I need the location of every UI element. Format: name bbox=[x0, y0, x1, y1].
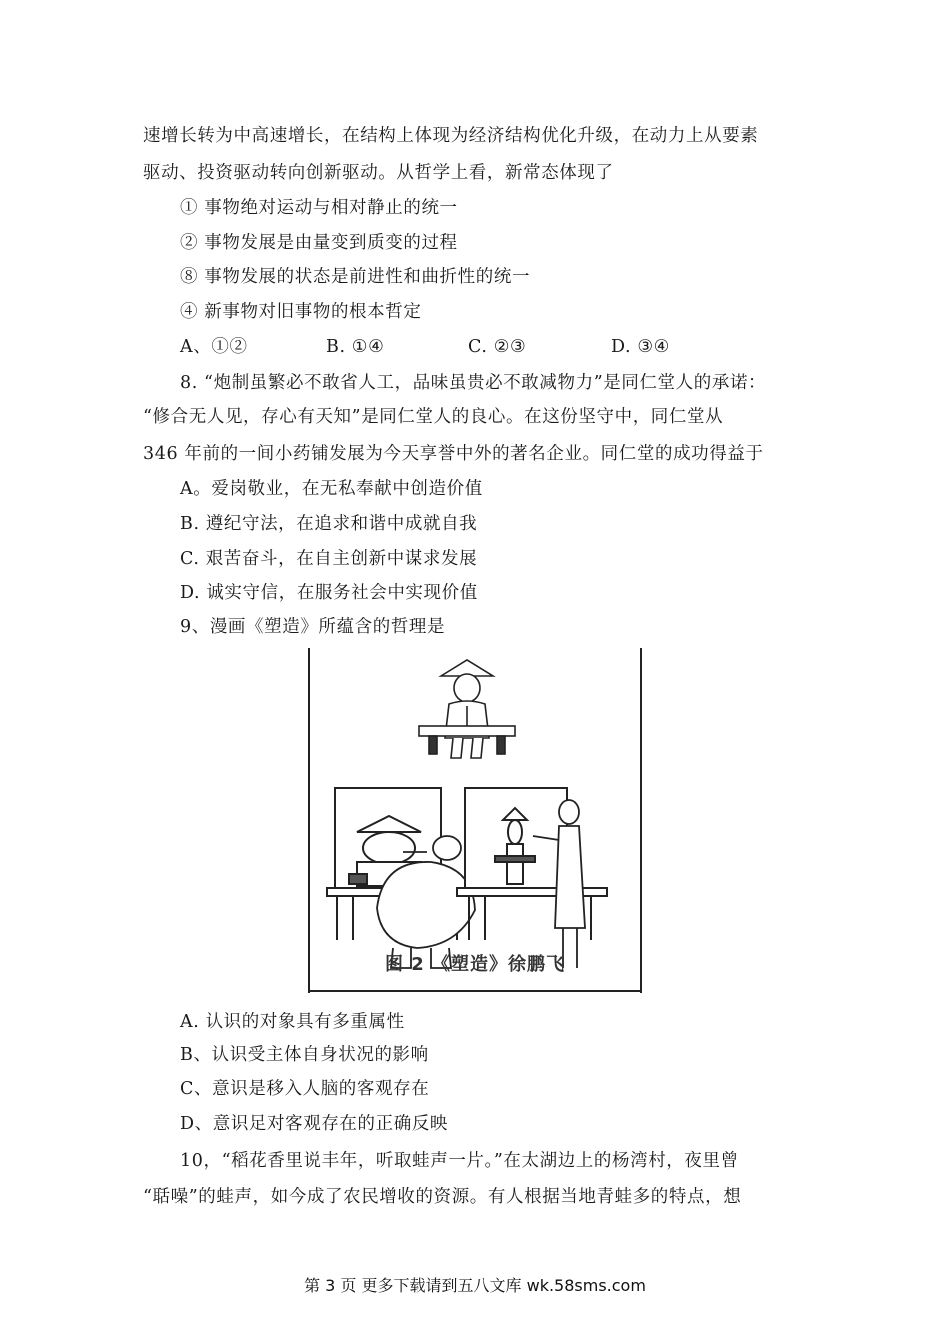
q7-option-b: B. ①④ bbox=[326, 337, 385, 357]
q9-option-d: D、意识足对客观存在的正确反映 bbox=[180, 1114, 449, 1134]
q8-option-b: B. 遵纪守法，在追求和谐中成就自我 bbox=[180, 514, 478, 534]
page-footer: 第 3 页 更多下载请到五八文库 wk.58sms.com bbox=[304, 1276, 646, 1295]
q9-option-c: C、意识是移入人脑的客观存在 bbox=[180, 1079, 430, 1099]
cartoon-illustration bbox=[307, 648, 643, 993]
cartoon-figure bbox=[307, 648, 643, 993]
q7-options bbox=[0, 335, 950, 359]
q10-stem-line-1: 10，“稻花香里说丰年，听取蛙声一片。”在太湖边上的杨湾村，夜里曾 bbox=[180, 1151, 739, 1171]
q7-option-a: A、①② bbox=[180, 337, 248, 357]
q8-stem-line-3: 346 年前的一间小药铺发展为今天享誉中外的著名企业。同仁堂的成功得益于 bbox=[143, 444, 764, 464]
q8-stem-line-1: 8. “炮制虽繁必不敢省人工，品味虽贵必不敢减物力”是同仁堂人的承诺： bbox=[180, 373, 767, 393]
q8-option-d: D. 诚实守信，在服务社会中实现价值 bbox=[180, 583, 478, 603]
model-figure bbox=[419, 660, 515, 758]
q7-stem-line-1: 速增长转为中高速增长，在结构上体现为经济结构优化升级，在动力上从要素 bbox=[143, 126, 759, 146]
q9-option-a: A. 认识的对象具有多重属性 bbox=[180, 1012, 405, 1032]
q8-stem-line-2: “修合无人见，存心有天知”是同仁堂人的良心。在这份坚守中，同仁堂从 bbox=[143, 407, 724, 427]
figure-caption: 图 2 《塑造》徐鹏飞 bbox=[384, 954, 566, 975]
q7-item-2: ② 事物发展是由量变到质变的过程 bbox=[180, 233, 458, 253]
q8-option-a: A。爱岗敬业，在无私奉献中创造价值 bbox=[180, 479, 483, 499]
q7-item-4: ④ 新事物对旧事物的根本哲定 bbox=[180, 302, 422, 322]
q7-stem-line-2: 驱动、投资驱动转向创新驱动。从哲学上看，新常态体现了 bbox=[143, 163, 614, 183]
q7-option-c: C. ②③ bbox=[468, 337, 527, 357]
q8-option-c: C. 艰苦奋斗，在自主创新中谋求发展 bbox=[180, 549, 478, 569]
q9-option-b: B、认识受主体自身状况的影响 bbox=[180, 1045, 429, 1065]
q7-option-d: D. ③④ bbox=[611, 337, 670, 357]
q10-stem-line-2: “聒噪”的蛙声，如今成了农民增收的资源。有人根据当地青蛙多的特点，想 bbox=[143, 1187, 742, 1207]
q7-item-1: ① 事物绝对运动与相对静止的统一 bbox=[180, 198, 458, 218]
q7-item-3: ⑧ 事物发展的状态是前进性和曲折性的统一 bbox=[180, 267, 531, 287]
q9-stem: 9、漫画《塑造》所蕴含的哲理是 bbox=[180, 617, 446, 637]
